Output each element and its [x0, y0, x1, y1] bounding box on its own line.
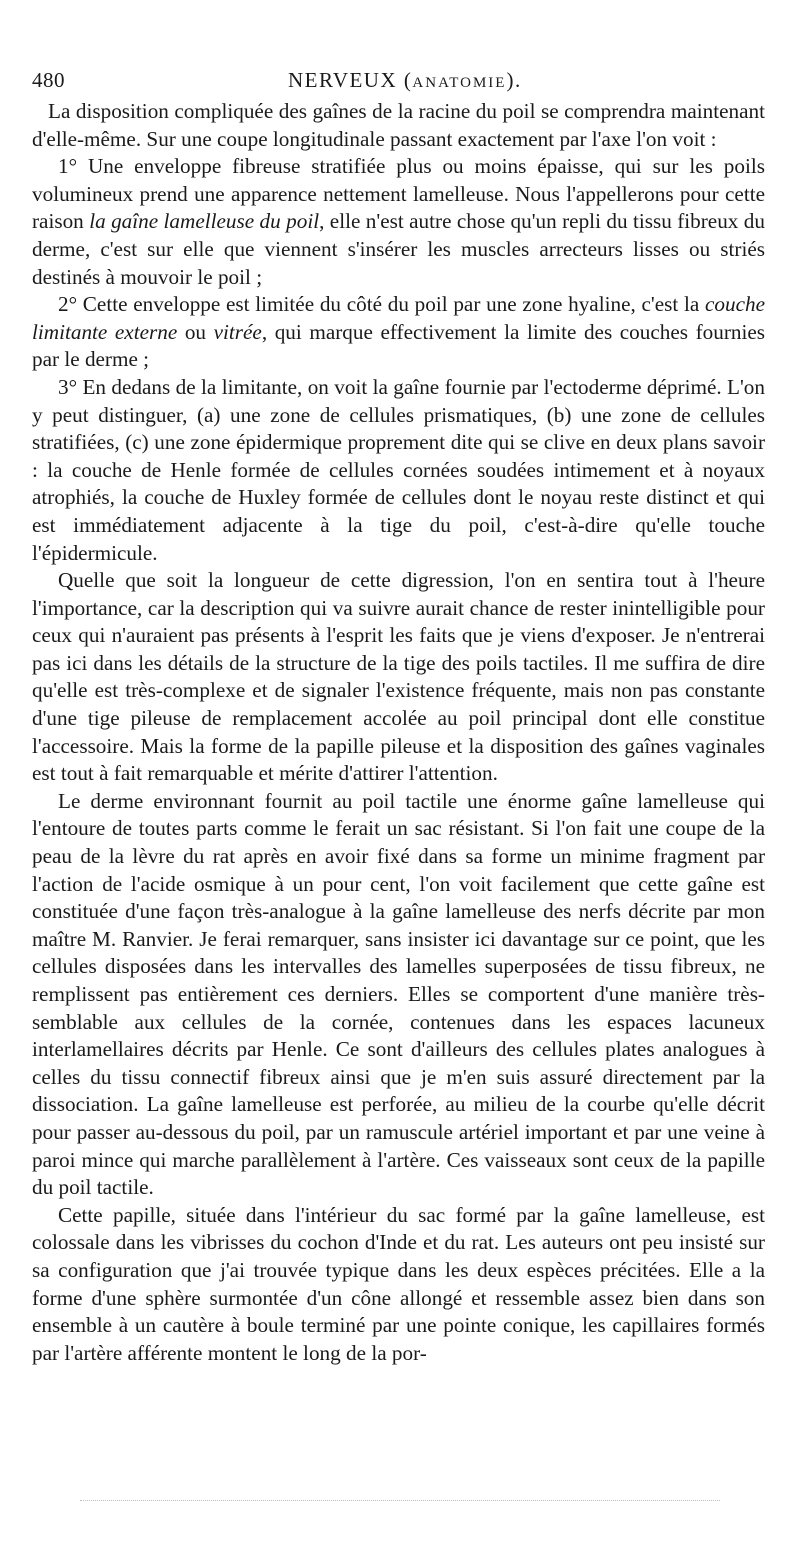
paragraph-text: 3° En dedans de la limitante, on voit la gaîne fournie par l'ectoderme déprimé. L'on y peut distinguer, (a) une zone de cellules prismatiques, (b) une zone de cellules stratifiées, (c) une zone épidermique proprement dite qui se clive en deux plans savoir : la couche de Henle formée de cellules cornées soudées intimement et à noyaux atrophiés, la couche de Huxley formée de cellules dont le noyau reste distinct et qui est immédiatement adjacente à la tige du poil, c'est-à-dire qu'elle touche l'épidermicule. [32, 374, 765, 565]
paragraph [32, 1202, 765, 1368]
paragraph [32, 153, 765, 291]
paragraph-text: Quelle que soit la longueur de cette digression, l'on en sentira tout à l'heure l'importance, car la description qui va suivre aurait chance de rester inintelligible pour ceux qui n'auraient pas présents à l'esprit les faits que je viens d'exposer. Je n'entrerai pas ici dans les détails de la structure de la tige des poils tactiles. Il me suffira de dire qu'elle est très-complexe et de signaler l'existence fréquente, mais non pas constante d'une tige pileuse de remplacement accolée au poil principal dont elle constitue l'accessoire. Mais la forme de la papille pileuse et la disposition des gaînes vaginales est tout à fait remarquable et mérite d'attirer l'attention. [32, 568, 765, 786]
paragraph-text: Cette papille, située dans l'intérieur du sac formé par la gaîne lamelleuse, est colossale dans les vibrisses du cochon d'Inde et du rat. Les auteurs ont peu insisté sur sa configuration que j'ai trouvée typique dans les deux espèces précitées. Elle a la forme d'une sphère surmontée d'un cône allongé et ressemble assez bien dans son ensemble à un cautère à boule terminé par une pointe conique, les capillaires formés par l'artère afférente montent le long de la por- [32, 1202, 765, 1365]
paragraph [32, 374, 765, 567]
paragraph-text: 2° Cette enveloppe est limitée du côté du poil par une zone hyaline, c'est la [58, 292, 705, 317]
page-number: 480 [32, 68, 65, 92]
paragraph [32, 788, 765, 1202]
paragraph [32, 567, 765, 788]
italic-term: couche limitante externe [32, 292, 765, 344]
running-title-main: NERVEUX [288, 68, 398, 92]
paragraph [32, 291, 765, 374]
page-bottom-rule [80, 1500, 720, 1501]
running-head [32, 64, 765, 98]
running-title-paren-open: ( [397, 68, 413, 92]
paragraph-text: , elle n'est autre chose qu'un repli du tissu fibreux du derme, c'est sur elle que viennent s'insérer les muscles arrecteurs lisses ou striés destinés à mouvoir le poil ; [32, 209, 765, 289]
italic-term: vitrée [213, 319, 262, 344]
running-title-paren-close: ). [506, 68, 522, 92]
italic-term: la gaîne lamelleuse du poil [89, 209, 320, 234]
page [32, 64, 765, 1367]
body-text [32, 98, 765, 1367]
running-title [288, 68, 522, 93]
paragraph-text: ou [177, 319, 214, 344]
running-title-subject: ANATOMIE [412, 75, 507, 91]
paragraph-text: 1° Une enveloppe fibreuse stratifiée plus ou moins épaisse, qui sur les poils volumineux prend une apparence nettement lamelleuse. Nous l'appellerons pour cette raison [32, 154, 765, 234]
paragraph-text: La disposition compliquée des gaînes de la racine du poil se comprendra maintenant d'elle-même. Sur une coupe longitudinale passant exactement par l'axe l'on voit : [32, 99, 765, 151]
paragraph-text: Le derme environnant fournit au poil tactile une énorme gaîne lamelleuse qui l'entoure de toutes parts comme le ferait un sac résistant. Si l'on fait une coupe de la peau de la lèvre du rat après en avoir fixé dans sa forme un minime fragment par l'action de l'acide osmique à un pour cent, l'on voit facilement que cette gaîne est constituée d'une façon très-analogue à la gaîne lamelleuse des nerfs décrite par mon maître M. Ranvier. Je ferai remarquer, sans insister ici davantage sur ce point, que les cellules disposées dans les intervalles des lamelles superposées de tissu fibreux, ne remplissent pas entièrement ces derniers. Elles se comportent d'une manière très-semblable aux cellules de la cornée, contenues dans les espaces lacuneux interlamellaires décrits par Henle. Ce sont d'ailleurs des cellules plates analogues à celles du tissu connectif fibreux ainsi que je m'en suis assuré directement par la dissociation. La gaîne lamelleuse est perforée, au milieu de la courbe qu'elle décrit pour passer au-dessous du poil, par un ramuscule artériel important et par une veine à paroi mince qui marche parallèlement à l'artère. Ces vaisseaux sont ceux de la papille du poil tactile. [32, 788, 765, 1200]
paragraph [32, 98, 765, 153]
paragraph-text: , qui marque effectivement la limite des couches fournies par le derme ; [32, 319, 766, 372]
